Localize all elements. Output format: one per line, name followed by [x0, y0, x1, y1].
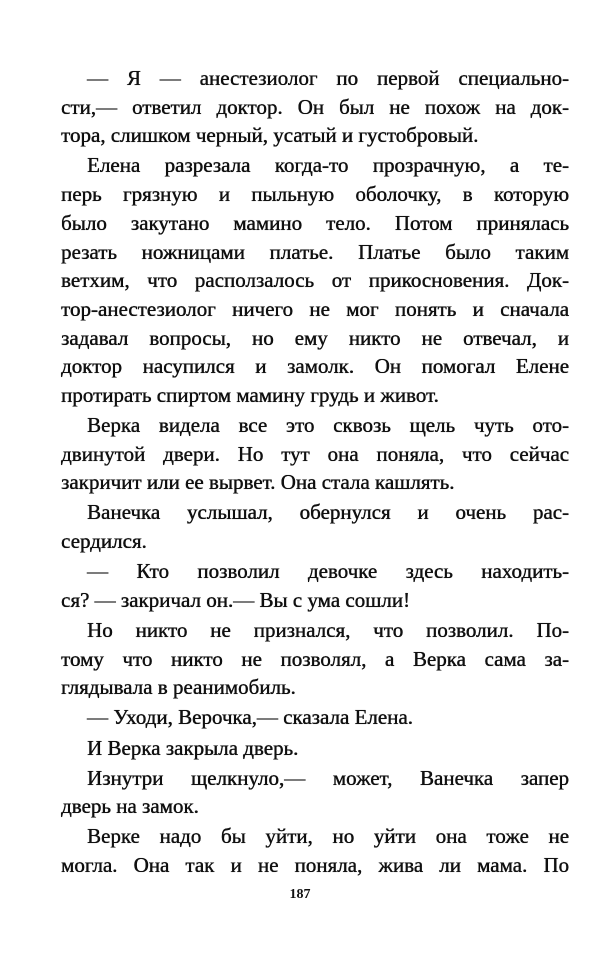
- paragraph: [61, 64, 569, 150]
- text-line: И Верка закрыла дверь.: [87, 735, 299, 760]
- paragraph: [61, 498, 569, 555]
- text-line: Изнутри щелкнуло,— может, Ванечка запер: [87, 765, 569, 790]
- text-line: резать ножницами платье. Платье было таким: [61, 239, 569, 264]
- paragraph: [61, 616, 569, 702]
- text-line: закричит или ее вырвет. Она стала кашлять.: [61, 470, 455, 495]
- text-line: Верка видела все это сквозь щель чуть ото-: [87, 413, 569, 438]
- text-line: ся? — закричал он.— Вы с ума сошли!: [61, 587, 410, 612]
- text-line: доктор насупился и замолк. Он помогал Елене: [61, 354, 569, 379]
- body-text: [61, 64, 569, 881]
- text-line: сти,— ответил доктор. Он был не похож на док-: [61, 94, 569, 119]
- text-line: — Кто позволил девочке здесь находить-: [87, 559, 569, 584]
- text-line: — Уходи, Верочка,— сказала Елена.: [87, 705, 413, 730]
- text-line: — Я — анестезиолог по первой специально-: [87, 66, 569, 90]
- text-line: было закутано мамино тело. Потом принялась: [61, 210, 569, 235]
- paragraph: [61, 703, 569, 732]
- text-line: Елена разрезала когда-то прозрачную, а те-: [87, 153, 569, 178]
- text-line: протирать спиртом мамину грудь и живот.: [61, 382, 439, 407]
- paragraph: [61, 411, 569, 497]
- paragraph: [61, 764, 569, 821]
- text-line: Ванечка услышал, обернулся и очень рас-: [87, 500, 569, 525]
- text-line: могла. Она так и не поняла, жива ли мама. По: [61, 853, 569, 878]
- text-line: Но никто не признался, что позволил. По-: [87, 618, 569, 643]
- text-line: тора, слишком черный, усатый и густобровый.: [61, 123, 479, 148]
- paragraph: [61, 734, 569, 763]
- text-line: двинутой двери. Но тут она поняла, что сейчас: [61, 441, 569, 466]
- text-line: ветхим, что расползалось от прикосновения. Док-: [61, 268, 569, 293]
- text-line: перь грязную и пыльную оболочку, в которую: [61, 182, 569, 207]
- text-line: тор-анестезиолог ничего не мог понять и сначала: [61, 296, 569, 321]
- text-line: Верке надо бы уйти, но уйти она тоже не: [87, 824, 569, 849]
- page-number: 187: [289, 887, 311, 902]
- paragraph: [61, 151, 569, 409]
- text-line: дверь на замок.: [61, 794, 199, 819]
- paragraph: [61, 557, 569, 614]
- text-line: тому что никто не позволял, а Верка сама за-: [61, 646, 569, 671]
- paragraph: [61, 822, 569, 879]
- text-line: задавал вопросы, но ему никто не отвечал, и: [61, 325, 569, 350]
- text-line: сердился.: [61, 529, 147, 554]
- text-line: глядывала в реанимобиль.: [61, 675, 296, 700]
